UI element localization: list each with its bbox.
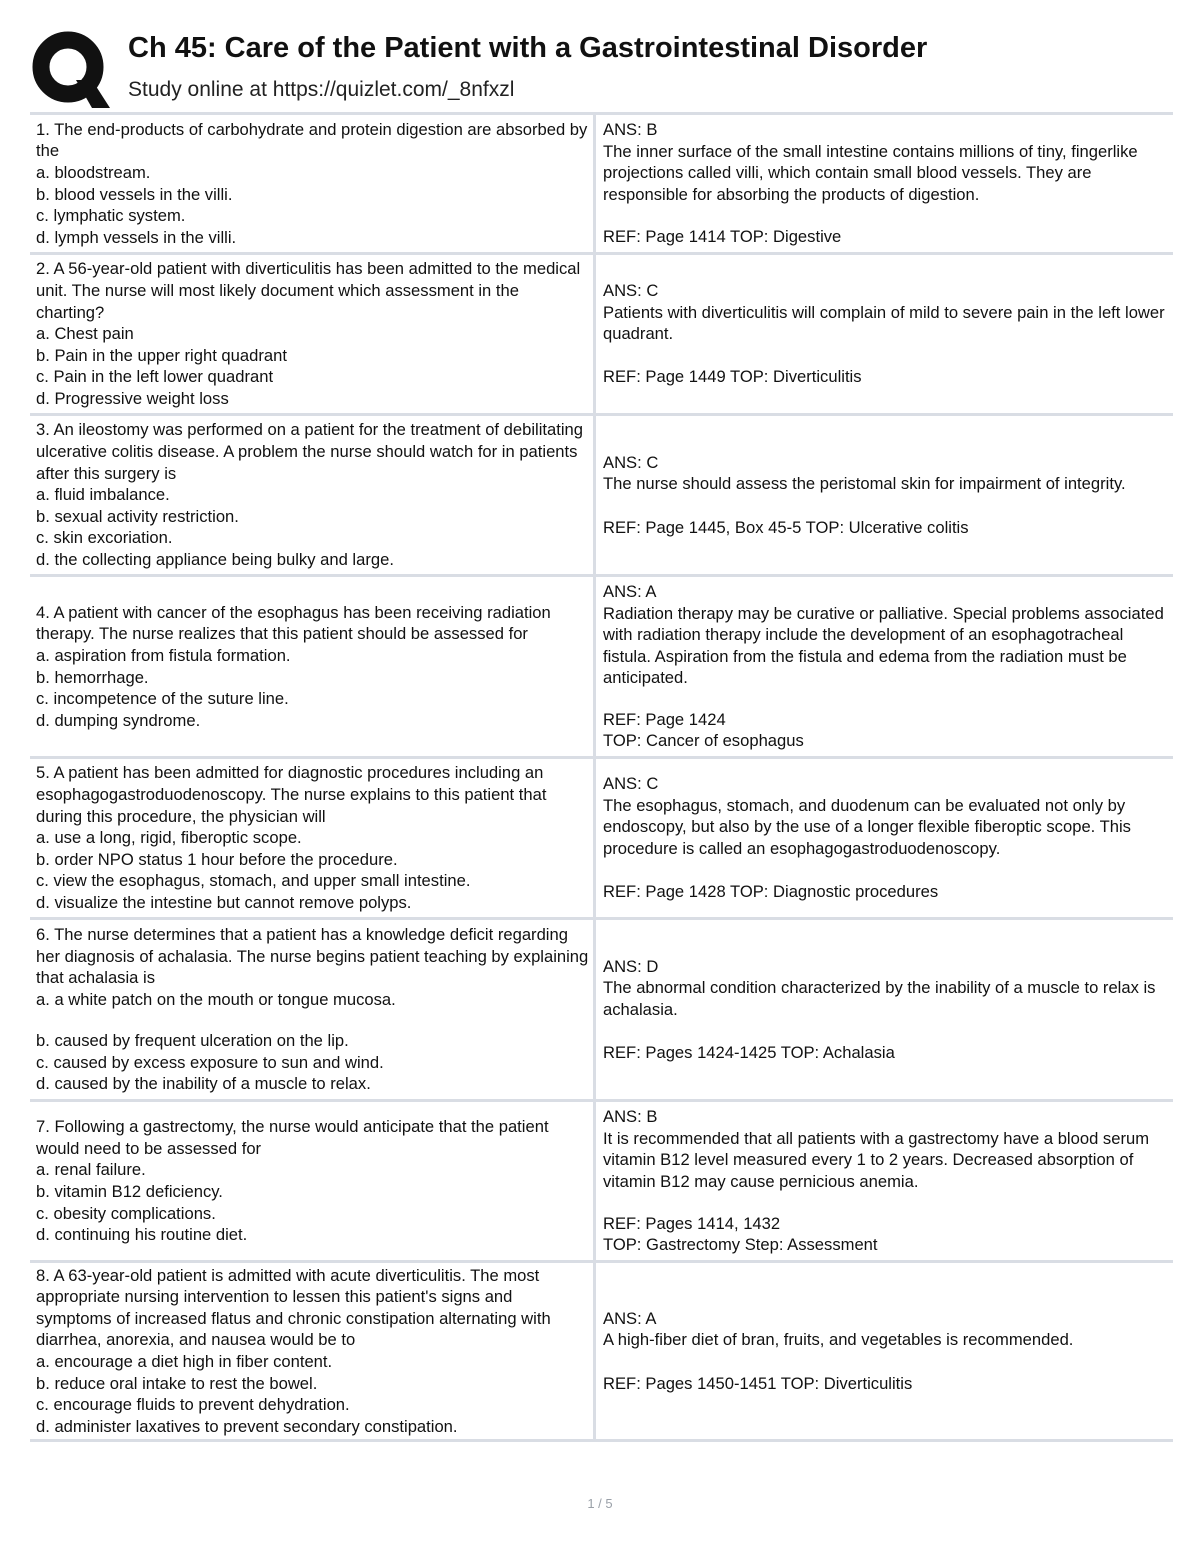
answer-explanation: It is recommended that all patients with a gastrectomy have a blood serum vitamin B12 level measured every 1 to 2 years. Decreased absorption of vitamin B12 may cause pernicious anemia. [603,1128,1150,1191]
answer-key: ANS: C [603,452,659,472]
option: a. renal failure. [36,1160,146,1180]
question-text: 2. A 56-year-old patient with diverticulitis has been admitted to the medical unit. The nurse will most likely document which assessment in the charting? [36,259,581,322]
answer-reference: REF: Page 1428 TOP: Diagnostic procedures [603,882,939,902]
option: b. vitamin B12 deficiency. [36,1182,223,1201]
answer-explanation: Patients with diverticulitis will complain of mild to severe pain in the left lower quadrant. [603,302,1165,344]
question-cell [30,115,596,252]
question-text: 6. The nurse determines that a patient has a knowledge deficit regarding her diagnosis of achalasia. The nurse begins patient teaching by explaining that achalasia is [36,925,589,988]
option: b. hemorrhage. [36,667,149,687]
answer-key: ANS: B [603,120,658,139]
page-header [30,28,1175,108]
option: c. view the esophagus, stomach, and upper small intestine. [36,871,471,891]
answer-key: ANS: B [603,1107,658,1126]
option: d. administer laxatives to prevent secondary constipation. [36,1416,458,1436]
option: c. encourage fluids to prevent dehydration. [36,1395,350,1415]
question-cell [30,759,596,917]
answer-cell [596,920,1173,1099]
flashcard [30,917,1173,1099]
option: a. use a long, rigid, fiberoptic scope. [36,828,302,848]
answer-reference: REF: Pages 1414, 1432 [603,1213,781,1233]
answer-key: ANS: C [603,774,659,794]
answer-cell [596,416,1173,574]
answer-cell [596,115,1173,252]
option: d. visualize the intestine but cannot remove polyps. [36,892,412,912]
option: c. lymphatic system. [36,206,186,226]
question-cell [30,1263,596,1439]
question-text: 3. An ileostomy was performed on a patient for the treatment of debilitating ulcerative colitis disease. A problem the nurse should watch for in patients after this surgery is [36,420,583,483]
answer-reference: REF: Pages 1450-1451 TOP: Diverticulitis [603,1373,913,1393]
flashcard [30,574,1173,756]
flashcard [30,413,1173,574]
question-cell [30,255,596,413]
flashcard [30,1260,1173,1442]
answer-explanation: A high-fiber diet of bran, fruits, and vegetables is recommended. [603,1330,1074,1350]
answer-key: ANS: A [603,582,657,601]
question-text: 4. A patient with cancer of the esophagus has been receiving radiation therapy. The nurse realizes that this patient should be assessed for [36,602,551,644]
answer-cell [596,1102,1173,1260]
option: c. obesity complications. [36,1203,216,1223]
option: b. Pain in the upper right quadrant [36,345,287,365]
option: d. the collecting appliance being bulky and large. [36,549,394,569]
answer-key: ANS: C [603,281,659,301]
option: c. caused by excess exposure to sun and wind. [36,1052,384,1072]
answer-explanation: Radiation therapy may be curative or palliative. Special problems associated with radiation therapy include the development of an esophagotracheal fistula. Aspiration from the fistula and edema from the radiation must be anticipated. [603,603,1164,688]
answer-key: ANS: A [603,1308,657,1328]
answer-cell [596,1263,1173,1439]
page-number: 1 / 5 [587,1496,613,1511]
question-cell [30,920,596,1099]
option: d. caused by the inability of a muscle to relax. [36,1074,371,1094]
question-text: 8. A 63-year-old patient is admitted with acute diverticulitis. The most appropriate nursing intervention to lessen this patient's signs and symptoms of increased flatus and chronic constipation alternating with diarrhea, anorexia, and nausea would be to [36,1265,551,1350]
option: d. lymph vessels in the villi. [36,227,237,247]
flashcard-list [30,112,1173,1442]
option: b. caused by frequent ulceration on the lip. [36,1031,349,1051]
question-text: 5. A patient has been admitted for diagnostic procedures including an esophagogastroduodenoscopy. The nurse explains to this patient that during this procedure, the physician will [36,763,547,826]
question-text: 1. The end-products of carbohydrate and protein digestion are absorbed by the [36,119,588,161]
option: a. a white patch on the mouth or tongue mucosa. [36,989,396,1009]
answer-cell [596,255,1173,413]
flashcard [30,1099,1173,1260]
answer-cell [596,759,1173,917]
option: c. skin excoriation. [36,528,173,548]
answer-reference: REF: Page 1449 TOP: Diverticulitis [603,367,862,387]
question-cell [30,1102,596,1260]
answer-reference: REF: Page 1424 [603,709,726,729]
answer-key: ANS: D [603,956,659,976]
option: a. aspiration from fistula formation. [36,645,291,665]
option: a. bloodstream. [36,162,151,182]
answer-explanation: The inner surface of the small intestine contains millions of tiny, fingerlike projections called villi, which contain small blood vessels. They are responsible for absorbing the products of digestion. [603,141,1138,204]
answer-cell [596,577,1173,756]
quizlet-q-logo-icon [30,30,110,110]
question-cell [30,416,596,574]
study-online-link[interactable]: Study online at https://quizlet.com/_8nfxzl [128,78,515,101]
answer-topic: TOP: Cancer of esophagus [603,731,804,751]
option: b. order NPO status 1 hour before the procedure. [36,849,398,869]
answer-explanation: The esophagus, stomach, and duodenum can be evaluated not only by endoscopy, but also by the use of a longer flexible fiberoptic scope. This procedure is called an esophagogastroduodenoscopy. [603,795,1131,858]
option: d. dumping syndrome. [36,710,201,730]
flashcard [30,112,1173,252]
answer-reference: REF: Page 1414 TOP: Digestive [603,227,842,247]
answer-reference: REF: Page 1445, Box 45-5 TOP: Ulcerative colitis [603,517,969,537]
option: a. fluid imbalance. [36,485,170,505]
flashcard [30,252,1173,413]
option: b. reduce oral intake to rest the bowel. [36,1373,318,1393]
page-title: Ch 45: Care of the Patient with a Gastrointestinal Disorder [128,32,928,64]
option: a. encourage a diet high in fiber content. [36,1352,333,1371]
option: d. continuing his routine diet. [36,1225,248,1245]
answer-reference: REF: Pages 1424-1425 TOP: Achalasia [603,1042,895,1062]
answer-explanation: The nurse should assess the peristomal skin for impairment of integrity. [603,474,1126,494]
question-text: 7. Following a gastrectomy, the nurse would anticipate that the patient would need to be assessed for [36,1117,549,1158]
option: c. Pain in the left lower quadrant [36,367,274,387]
option: a. Chest pain [36,324,134,344]
option: b. blood vessels in the villi. [36,184,233,204]
answer-explanation: The abnormal condition characterized by the inability of a muscle to relax is achalasia. [603,978,1156,1019]
option: b. sexual activity restriction. [36,506,239,526]
option: c. incompetence of the suture line. [36,689,289,709]
question-cell [30,577,596,756]
option: d. Progressive weight loss [36,388,229,408]
flashcard [30,756,1173,917]
answer-topic: TOP: Gastrectomy Step: Assessment [603,1235,878,1255]
